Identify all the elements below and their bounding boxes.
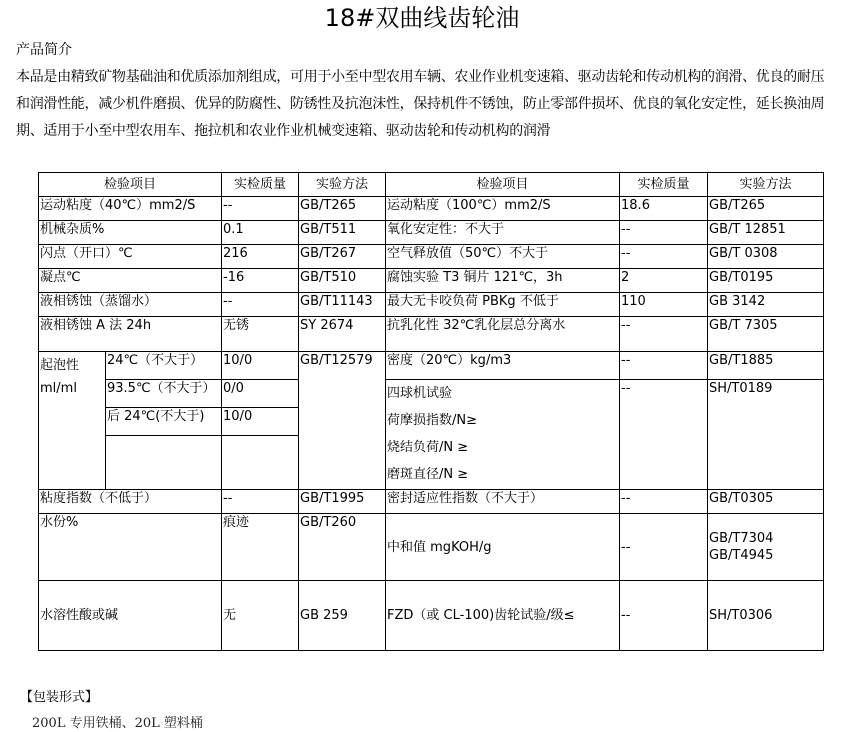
foam-condition: 后 24℃(不大于) — [106, 408, 222, 436]
density-value: -- — [620, 352, 708, 380]
table-cell: 无锈 — [222, 317, 299, 352]
intro-heading: 产品简介 — [16, 42, 72, 58]
table-cell: -16 — [222, 269, 299, 293]
table-cell: 中和值 mgKOH/g — [386, 514, 620, 581]
table-cell: GB/T11143 — [299, 293, 386, 317]
table-cell: -- — [222, 197, 299, 221]
four-ball-line: 荷摩损指数/N≥ — [387, 413, 478, 428]
table-cell: 抗乳化性 32℃乳化层总分离水 — [386, 317, 620, 352]
header-cell: 检验项目 — [386, 173, 620, 197]
table-cell: 无 — [222, 581, 299, 651]
table-row-water — [39, 514, 824, 581]
table-cell: 凝点℃ — [39, 269, 222, 293]
table-cell: GB 259 — [299, 581, 386, 651]
density-item: 密度（20℃）kg/m3 — [386, 352, 620, 380]
table-row — [39, 581, 824, 651]
table-cell: 18.6 — [620, 197, 708, 221]
table-header-row — [39, 173, 824, 197]
method-line: GB/T4945 — [709, 548, 774, 563]
table-cell: -- — [620, 245, 708, 269]
table-row — [39, 269, 824, 293]
table-row — [39, 197, 824, 221]
table-cell: GB/T265 — [299, 197, 386, 221]
foam-condition: 24℃（不大于） — [106, 352, 222, 380]
table-cell: -- — [620, 581, 708, 651]
header-cell: 实检质量 — [620, 173, 708, 197]
four-ball-line: 烧结负荷/N ≥ — [387, 440, 469, 455]
table-cell: 液相锈蚀 A 法 24h — [39, 317, 222, 352]
table-row-foam — [39, 380, 824, 408]
table-cell: -- — [222, 293, 299, 317]
table-cell: 110 — [620, 293, 708, 317]
table-row-foam — [39, 352, 824, 380]
table-cell: GB/T510 — [299, 269, 386, 293]
table-cell: 216 — [222, 245, 299, 269]
table-row — [39, 317, 824, 352]
table-cell: -- — [620, 221, 708, 245]
table-cell: 密封适应性指数（不大于） — [386, 490, 620, 514]
table-row — [39, 221, 824, 245]
four-ball-line: 磨斑直径/N ≥ — [387, 467, 469, 482]
header-cell: 实验方法 — [708, 173, 824, 197]
table-cell: 闪点（开口）℃ — [39, 245, 222, 269]
table-cell: 2 — [620, 269, 708, 293]
table-cell: GB/T0195 — [708, 269, 824, 293]
table-cell: 运动粘度（100℃）mm2/S — [386, 197, 620, 221]
table-cell: GB/T 12851 — [708, 221, 824, 245]
table-cell: 水份% — [39, 514, 222, 581]
table-cell: GB/T1995 — [299, 490, 386, 514]
table-cell: GB/T 0308 — [708, 245, 824, 269]
table-cell: -- — [620, 490, 708, 514]
foam-label-cell — [39, 352, 106, 490]
neutralization-method-cell — [708, 514, 824, 581]
foam-value: 10/0 — [222, 352, 299, 380]
table-cell: 水溶性酸或碱 — [39, 581, 222, 651]
table-cell: GB/T511 — [299, 221, 386, 245]
spec-table — [38, 172, 824, 651]
table-cell: 氧化安定性：不大于 — [386, 221, 620, 245]
table-cell: 粘度指数（不低于） — [39, 490, 222, 514]
foam-condition: 93.5℃（不大于） — [106, 380, 222, 408]
table-cell: -- — [620, 317, 708, 352]
table-cell: GB/T260 — [299, 514, 386, 581]
table-cell: GB/T265 — [708, 197, 824, 221]
table-cell: 痕迹 — [222, 514, 299, 581]
table-cell: 腐蚀实验 T3 铜片 121℃，3h — [386, 269, 620, 293]
empty-cell — [106, 436, 222, 490]
table-cell: -- — [620, 514, 708, 581]
table-cell: 最大无卡咬负荷 PBKg 不低于 — [386, 293, 620, 317]
table-cell: GB/T267 — [299, 245, 386, 269]
foam-label: 起泡性 — [40, 358, 80, 373]
table-cell: 机械杂质% — [39, 221, 222, 245]
table-cell: 空气释放值（50℃）不大于 — [386, 245, 620, 269]
four-ball-value: -- — [620, 380, 708, 490]
intro-text: 本品是由精致矿物基础油和优质添加剂组成，可用于小至中型农用车辆、农业作业机变速箱、驱动齿轮和传动机构的润滑、优良的耐压和润滑性能，减少机件磨损、优异的防腐性、防锈性及抗泡沫性，保持机件不锈蚀，防止零部件损坏、优良的氧化安定性，延长换油周期、适用于小至中型农用车、拖拉机和农业作业机械变速箱、驱动齿轮和传动机构的润滑 — [16, 69, 825, 139]
table-cell: SH/T0306 — [708, 581, 824, 651]
header-cell: 检验项目 — [39, 173, 222, 197]
header-cell: 实验方法 — [299, 173, 386, 197]
four-ball-title: 四球机试验 — [387, 386, 453, 401]
method-line: GB/T7304 — [709, 531, 774, 546]
table-cell: GB 3142 — [708, 293, 824, 317]
four-ball-cell — [386, 380, 620, 490]
table-cell: 液相锈蚀（蒸馏水） — [39, 293, 222, 317]
table-cell: FZD（或 CL-100)齿轮试验/级≤ — [386, 581, 620, 651]
table-cell: GB/T0305 — [708, 490, 824, 514]
table-row — [39, 245, 824, 269]
table-cell: GB/T 7305 — [708, 317, 824, 352]
foam-value: 10/0 — [222, 408, 299, 436]
packaging-label: 【包装形式】 — [20, 690, 99, 705]
table-cell: -- — [222, 490, 299, 514]
density-method: GB/T1885 — [708, 352, 824, 380]
table-row — [39, 293, 824, 317]
table-cell: 运动粘度（40℃）mm2/S — [39, 197, 222, 221]
foam-value: 0/0 — [222, 380, 299, 408]
table-cell: SY 2674 — [299, 317, 386, 352]
table-cell: 0.1 — [222, 221, 299, 245]
page-title: 18#双曲线齿轮油 — [324, 4, 520, 32]
table-row — [39, 490, 824, 514]
packaging-text: 200L 专用铁桶、20L 塑料桶 — [32, 716, 203, 731]
four-ball-method: SH/T0189 — [708, 380, 824, 490]
foam-unit: ml/ml — [40, 381, 77, 396]
header-cell: 实检质量 — [222, 173, 299, 197]
empty-cell — [222, 436, 299, 490]
foam-method: GB/T12579 — [299, 352, 386, 490]
